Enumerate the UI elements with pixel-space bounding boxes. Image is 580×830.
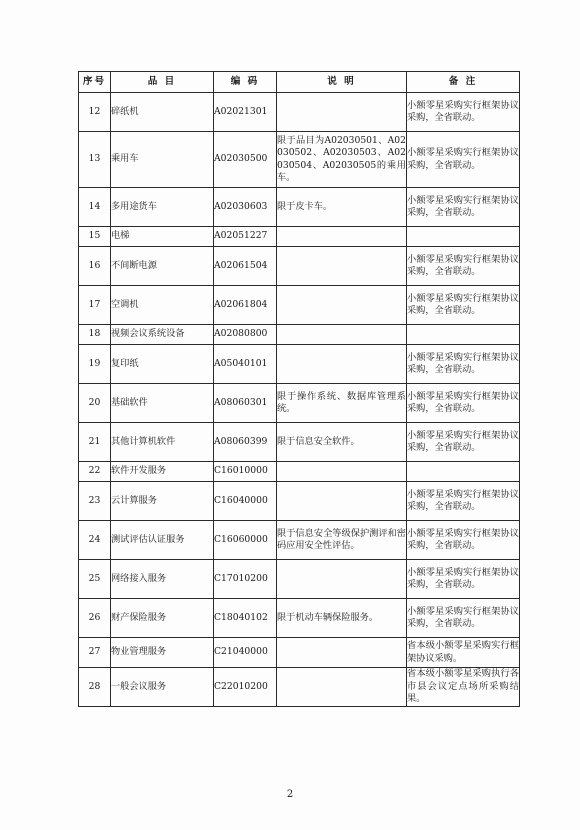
- row-number: 22: [79, 462, 111, 482]
- row-number: 13: [79, 132, 111, 188]
- header-note: 备 注: [407, 72, 520, 93]
- row-item-name: 空调机: [111, 286, 214, 325]
- row-description: [277, 325, 407, 345]
- row-remark: 省本级小额零星采购执行各市县会议定点场所采购结果。: [407, 668, 520, 707]
- row-number: 19: [79, 345, 111, 384]
- table-row: [79, 423, 520, 462]
- table-row: [79, 384, 520, 423]
- row-number: 17: [79, 286, 111, 325]
- row-description: [277, 247, 407, 286]
- row-remark: 小额零星采购实行框架协议采购，全省联动。: [407, 560, 520, 599]
- row-item-code: A02061804: [214, 286, 277, 325]
- row-item-code: C21040000: [214, 638, 277, 668]
- row-number: 21: [79, 423, 111, 462]
- row-description: [277, 560, 407, 599]
- table-row: [79, 482, 520, 521]
- row-remark: 小额零星采购实行框架协议采购，全省联动。: [407, 482, 520, 521]
- row-description: 限于机动车辆保险服务。: [277, 599, 407, 638]
- row-item-name: 云计算服务: [111, 482, 214, 521]
- row-item-name: 基础软件: [111, 384, 214, 423]
- row-remark: 小额零星采购实行框架协议采购，全省联动。: [407, 286, 520, 325]
- row-item-code: C22010200: [214, 668, 277, 707]
- table-row: [79, 638, 520, 668]
- row-description: 限于信息安全软件。: [277, 423, 407, 462]
- row-item-code: A02080800: [214, 325, 277, 345]
- table-row: [79, 93, 520, 132]
- row-description: 限于品目为A02030501、A02030502、A02030503、A02030504、A02030505的乘用车。: [277, 132, 407, 188]
- row-remark: 小额零星采购实行框架协议采购，全省联动。: [407, 384, 520, 423]
- row-item-code: A02030603: [214, 188, 277, 227]
- table-row: [79, 560, 520, 599]
- row-item-code: C16010000: [214, 462, 277, 482]
- row-remark: [407, 462, 520, 482]
- table-row: [79, 599, 520, 638]
- row-remark: 小额零星采购实行框架协议采购，全省联动。: [407, 247, 520, 286]
- row-item-code: A02030500: [214, 132, 277, 188]
- procurement-catalog-table: [78, 71, 520, 707]
- row-description: [277, 227, 407, 247]
- header-name: 品 目: [111, 72, 214, 93]
- table-header-row: [79, 72, 520, 93]
- row-item-name: 不间断电源: [111, 247, 214, 286]
- row-item-code: A02021301: [214, 93, 277, 132]
- row-description: [277, 638, 407, 668]
- row-remark: 小额零星采购实行框架协议采购，全省联动。: [407, 599, 520, 638]
- row-remark: 小额零星采购实行框架协议采购，全省联动。: [407, 521, 520, 560]
- row-item-name: 网络接入服务: [111, 560, 214, 599]
- row-remark: 省本级小额零星采购实行框架协议采购。: [407, 638, 520, 668]
- row-number: 15: [79, 227, 111, 247]
- table-row: [79, 521, 520, 560]
- header-code: 编 码: [214, 72, 277, 93]
- row-item-name: 一般会议服务: [111, 668, 214, 707]
- header-no: 序号: [79, 72, 111, 93]
- row-description: [277, 482, 407, 521]
- row-item-name: 多用途货车: [111, 188, 214, 227]
- table-row: [79, 345, 520, 384]
- row-number: 16: [79, 247, 111, 286]
- row-item-code: C16040000: [214, 482, 277, 521]
- row-remark: 小额零星采购实行框架协议采购，全省联动。: [407, 188, 520, 227]
- row-remark: 小额零星采购实行框架协议采购，全省联动。: [407, 93, 520, 132]
- header-desc: 说 明: [277, 72, 407, 93]
- row-remark: 小额零星采购实行框架协议采购，全省联动。: [407, 423, 520, 462]
- table-row: [79, 247, 520, 286]
- row-number: 20: [79, 384, 111, 423]
- row-description: [277, 462, 407, 482]
- row-description: [277, 345, 407, 384]
- table-row: [79, 132, 520, 188]
- row-remark: [407, 325, 520, 345]
- row-item-code: C18040102: [214, 599, 277, 638]
- row-number: 27: [79, 638, 111, 668]
- row-description: [277, 93, 407, 132]
- row-item-name: 乘用车: [111, 132, 214, 188]
- row-description: [277, 286, 407, 325]
- row-item-code: A02051227: [214, 227, 277, 247]
- row-number: 12: [79, 93, 111, 132]
- row-item-code: A05040101: [214, 345, 277, 384]
- row-item-name: 其他计算机软件: [111, 423, 214, 462]
- row-number: 28: [79, 668, 111, 707]
- row-description: [277, 668, 407, 707]
- row-number: 24: [79, 521, 111, 560]
- row-number: 25: [79, 560, 111, 599]
- row-description: 限于皮卡车。: [277, 188, 407, 227]
- table-row: [79, 227, 520, 247]
- row-item-code: A08060399: [214, 423, 277, 462]
- row-number: 14: [79, 188, 111, 227]
- row-item-code: C16060000: [214, 521, 277, 560]
- row-description: 限于操作系统、数据库管理系统。: [277, 384, 407, 423]
- table-row: [79, 188, 520, 227]
- table-row: [79, 668, 520, 707]
- row-item-name: 复印纸: [111, 345, 214, 384]
- row-item-name: 碎纸机: [111, 93, 214, 132]
- row-item-name: 软件开发服务: [111, 462, 214, 482]
- row-number: 23: [79, 482, 111, 521]
- row-item-code: C17010200: [214, 560, 277, 599]
- row-item-name: 物业管理服务: [111, 638, 214, 668]
- row-item-name: 测试评估认证服务: [111, 521, 214, 560]
- row-item-code: A08060301: [214, 384, 277, 423]
- row-remark: 小额零星采购实行框架协议采购，全省联动。: [407, 132, 520, 188]
- table-row: [79, 462, 520, 482]
- row-number: 18: [79, 325, 111, 345]
- row-remark: 小额零星采购实行框架协议采购，全省联动。: [407, 345, 520, 384]
- table-row: [79, 325, 520, 345]
- page-number: 2: [286, 789, 294, 800]
- row-item-name: 电梯: [111, 227, 214, 247]
- row-item-code: A02061504: [214, 247, 277, 286]
- row-item-name: 视频会议系统设备: [111, 325, 214, 345]
- row-description: 限于信息安全等级保护测评和密码应用安全性评估。: [277, 521, 407, 560]
- row-remark: [407, 227, 520, 247]
- row-item-name: 财产保险服务: [111, 599, 214, 638]
- row-number: 26: [79, 599, 111, 638]
- table-row: [79, 286, 520, 325]
